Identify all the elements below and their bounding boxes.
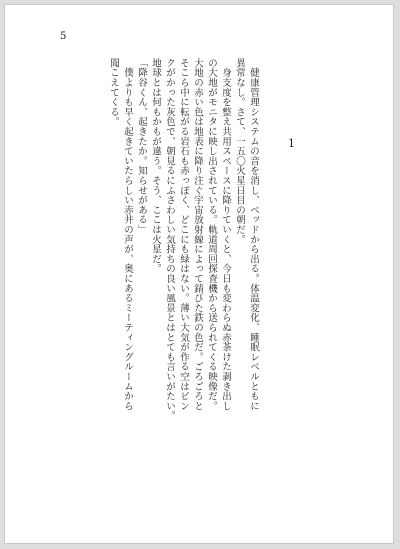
text-line: そこら中に転がる岩石も赤っぽく、どこにも緑はない。薄い大気が作る空はピン [178, 58, 189, 411]
chapter-number: 1 [288, 137, 295, 150]
text-line: 「降谷くん、起きたか。知らせがある」 [136, 58, 147, 235]
page-number: 5 [60, 31, 67, 42]
text-line: 地球とは何もかもが違う。そう、ここは火星だ。 [150, 58, 161, 274]
text-line: クがかった灰色で、朝見るにふさわしい気持ちの良い風景とはとても言いがたい。 [164, 58, 175, 421]
text-line: 大地の赤い色は地表に降り注ぐ宇宙放射線によって錆びた鉄の色だ。ごろごろと [192, 58, 203, 411]
body-text [106, 58, 260, 488]
text-line: 身支度を整え共用スペースに降りていくと、今日も変わらぬ赤茶けた剥き出し [220, 58, 231, 411]
text-line: 異常なし。さて、一五〇火星日目の朝だ。 [234, 58, 245, 245]
document-page [4, 4, 394, 544]
text-line: 健康管理システムの音を消し、ベッドから出る。体温変化、睡眠レベルともに [248, 58, 259, 411]
text-line: 僕よりも早く起きていたらしい赤井の声が、奥にあるミーティングルームから [122, 58, 133, 411]
text-line: の大地がモニタに映し出されている。軌道周回探査機から送られてくる映像だ。 [206, 58, 217, 411]
text-line: 聞こえてくる。 [108, 58, 119, 127]
